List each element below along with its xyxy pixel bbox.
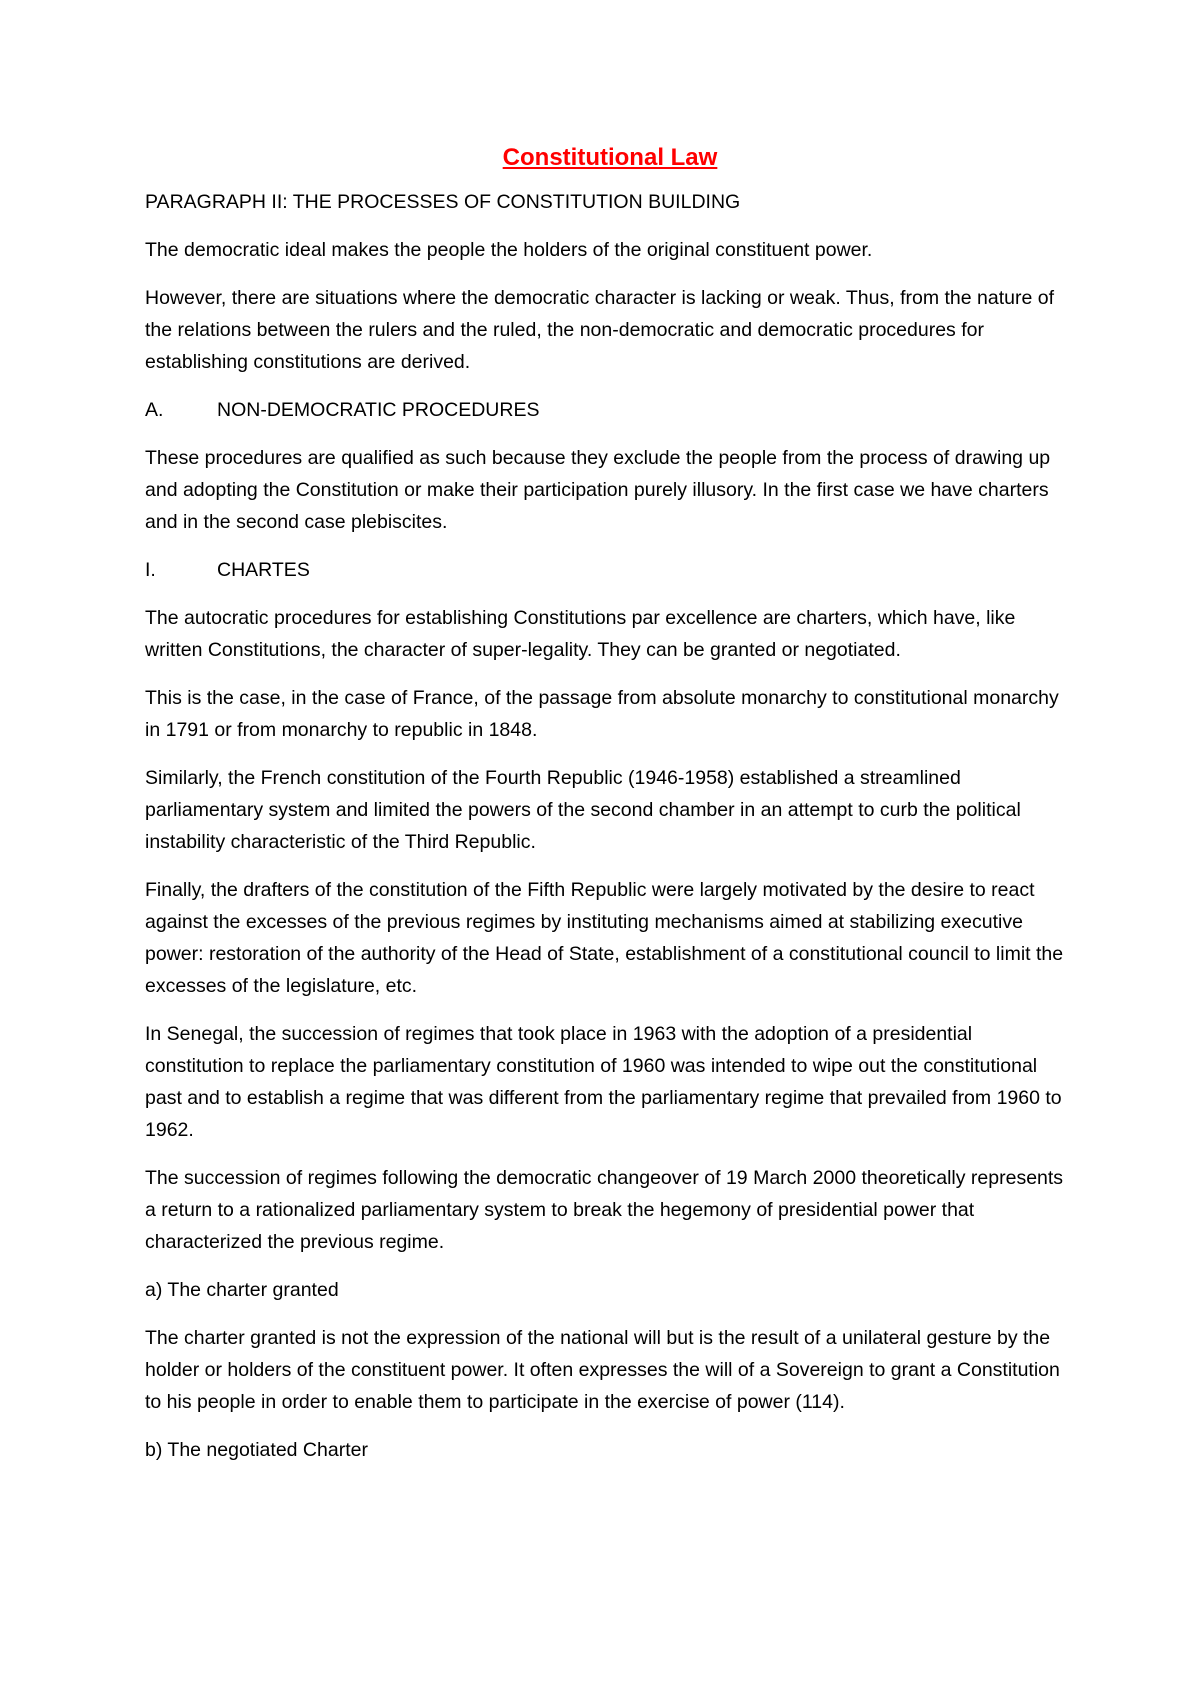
- paragraph-7: Finally, the drafters of the constitution of the Fifth Republic were largely motivated by the desire to react against the excesses of the previous regimes by instituting mechanisms aimed at stabilizing executive power: restoration of the authority of the Head of State, establishment of a constitutional council to limit the excesses of the legislature, etc.: [145, 879, 1064, 997]
- document-body: [145, 142, 1075, 1482]
- paragraph-9: The succession of regimes following the democratic changeover of 19 March 2000 theoretically represents a return to a rationalized parliamentary system to break the hegemony of presidential power that characterized the previous regime.: [145, 1167, 1064, 1253]
- paragraph-2: However, there are situations where the democratic character is lacking or weak. Thus, from the nature of the relations between the rulers and the ruled, the non-democratic and democratic procedures for establishing constitutions are derived.: [145, 287, 1054, 373]
- section-i-marker: I.: [145, 559, 156, 581]
- section-a-marker: A.: [145, 399, 164, 421]
- paragraph-1: The democratic ideal makes the people the holders of the original constituent power.: [145, 239, 873, 261]
- paragraph-3: These procedures are qualified as such because they exclude the people from the process of drawing up and adopting the Constitution or make their participation purely illusory. In the first case we have charters and in the second case plebiscites.: [145, 447, 1051, 533]
- paragraph-4: The autocratic procedures for establishing Constitutions par excellence are charters, which have, like written Constitutions, the character of super-legality. They can be granted or negotiated.: [145, 607, 1016, 661]
- paragraph-heading: PARAGRAPH II: THE PROCESSES OF CONSTITUTION BUILDING: [145, 191, 741, 213]
- section-a-label: NON-DEMOCRATIC PROCEDURES: [217, 399, 540, 421]
- subheading-b: b) The negotiated Charter: [145, 1439, 368, 1461]
- section-a-heading: [145, 394, 1075, 426]
- section-i-label: CHARTES: [217, 559, 310, 581]
- paragraph-10: The charter granted is not the expression of the national will but is the result of a unilateral gesture by the holder or holders of the constituent power. It often expresses the will of a Sovereign to grant a Constitution to his people in order to enable them to participate in the exercise of power (114).: [145, 1327, 1060, 1413]
- paragraph-5: This is the case, in the case of France, of the passage from absolute monarchy to constitutional monarchy in 1791 or from monarchy to republic in 1848.: [145, 687, 1059, 741]
- subheading-a: a) The charter granted: [145, 1279, 339, 1301]
- paragraph-6: Similarly, the French constitution of the Fourth Republic (1946-1958) established a streamlined parliamentary system and limited the powers of the second chamber in an attempt to curb the political instability characteristic of the Third Republic.: [145, 767, 1021, 853]
- document-title: Constitutional Law: [502, 144, 718, 171]
- paragraph-8: In Senegal, the succession of regimes that took place in 1963 with the adoption of a presidential constitution to replace the parliamentary constitution of 1960 was intended to wipe out the constitutional past and to establish a regime that was different from the parliamentary regime that prevailed from 1960 to 1962.: [145, 1023, 1062, 1141]
- section-i-heading: [145, 554, 1075, 586]
